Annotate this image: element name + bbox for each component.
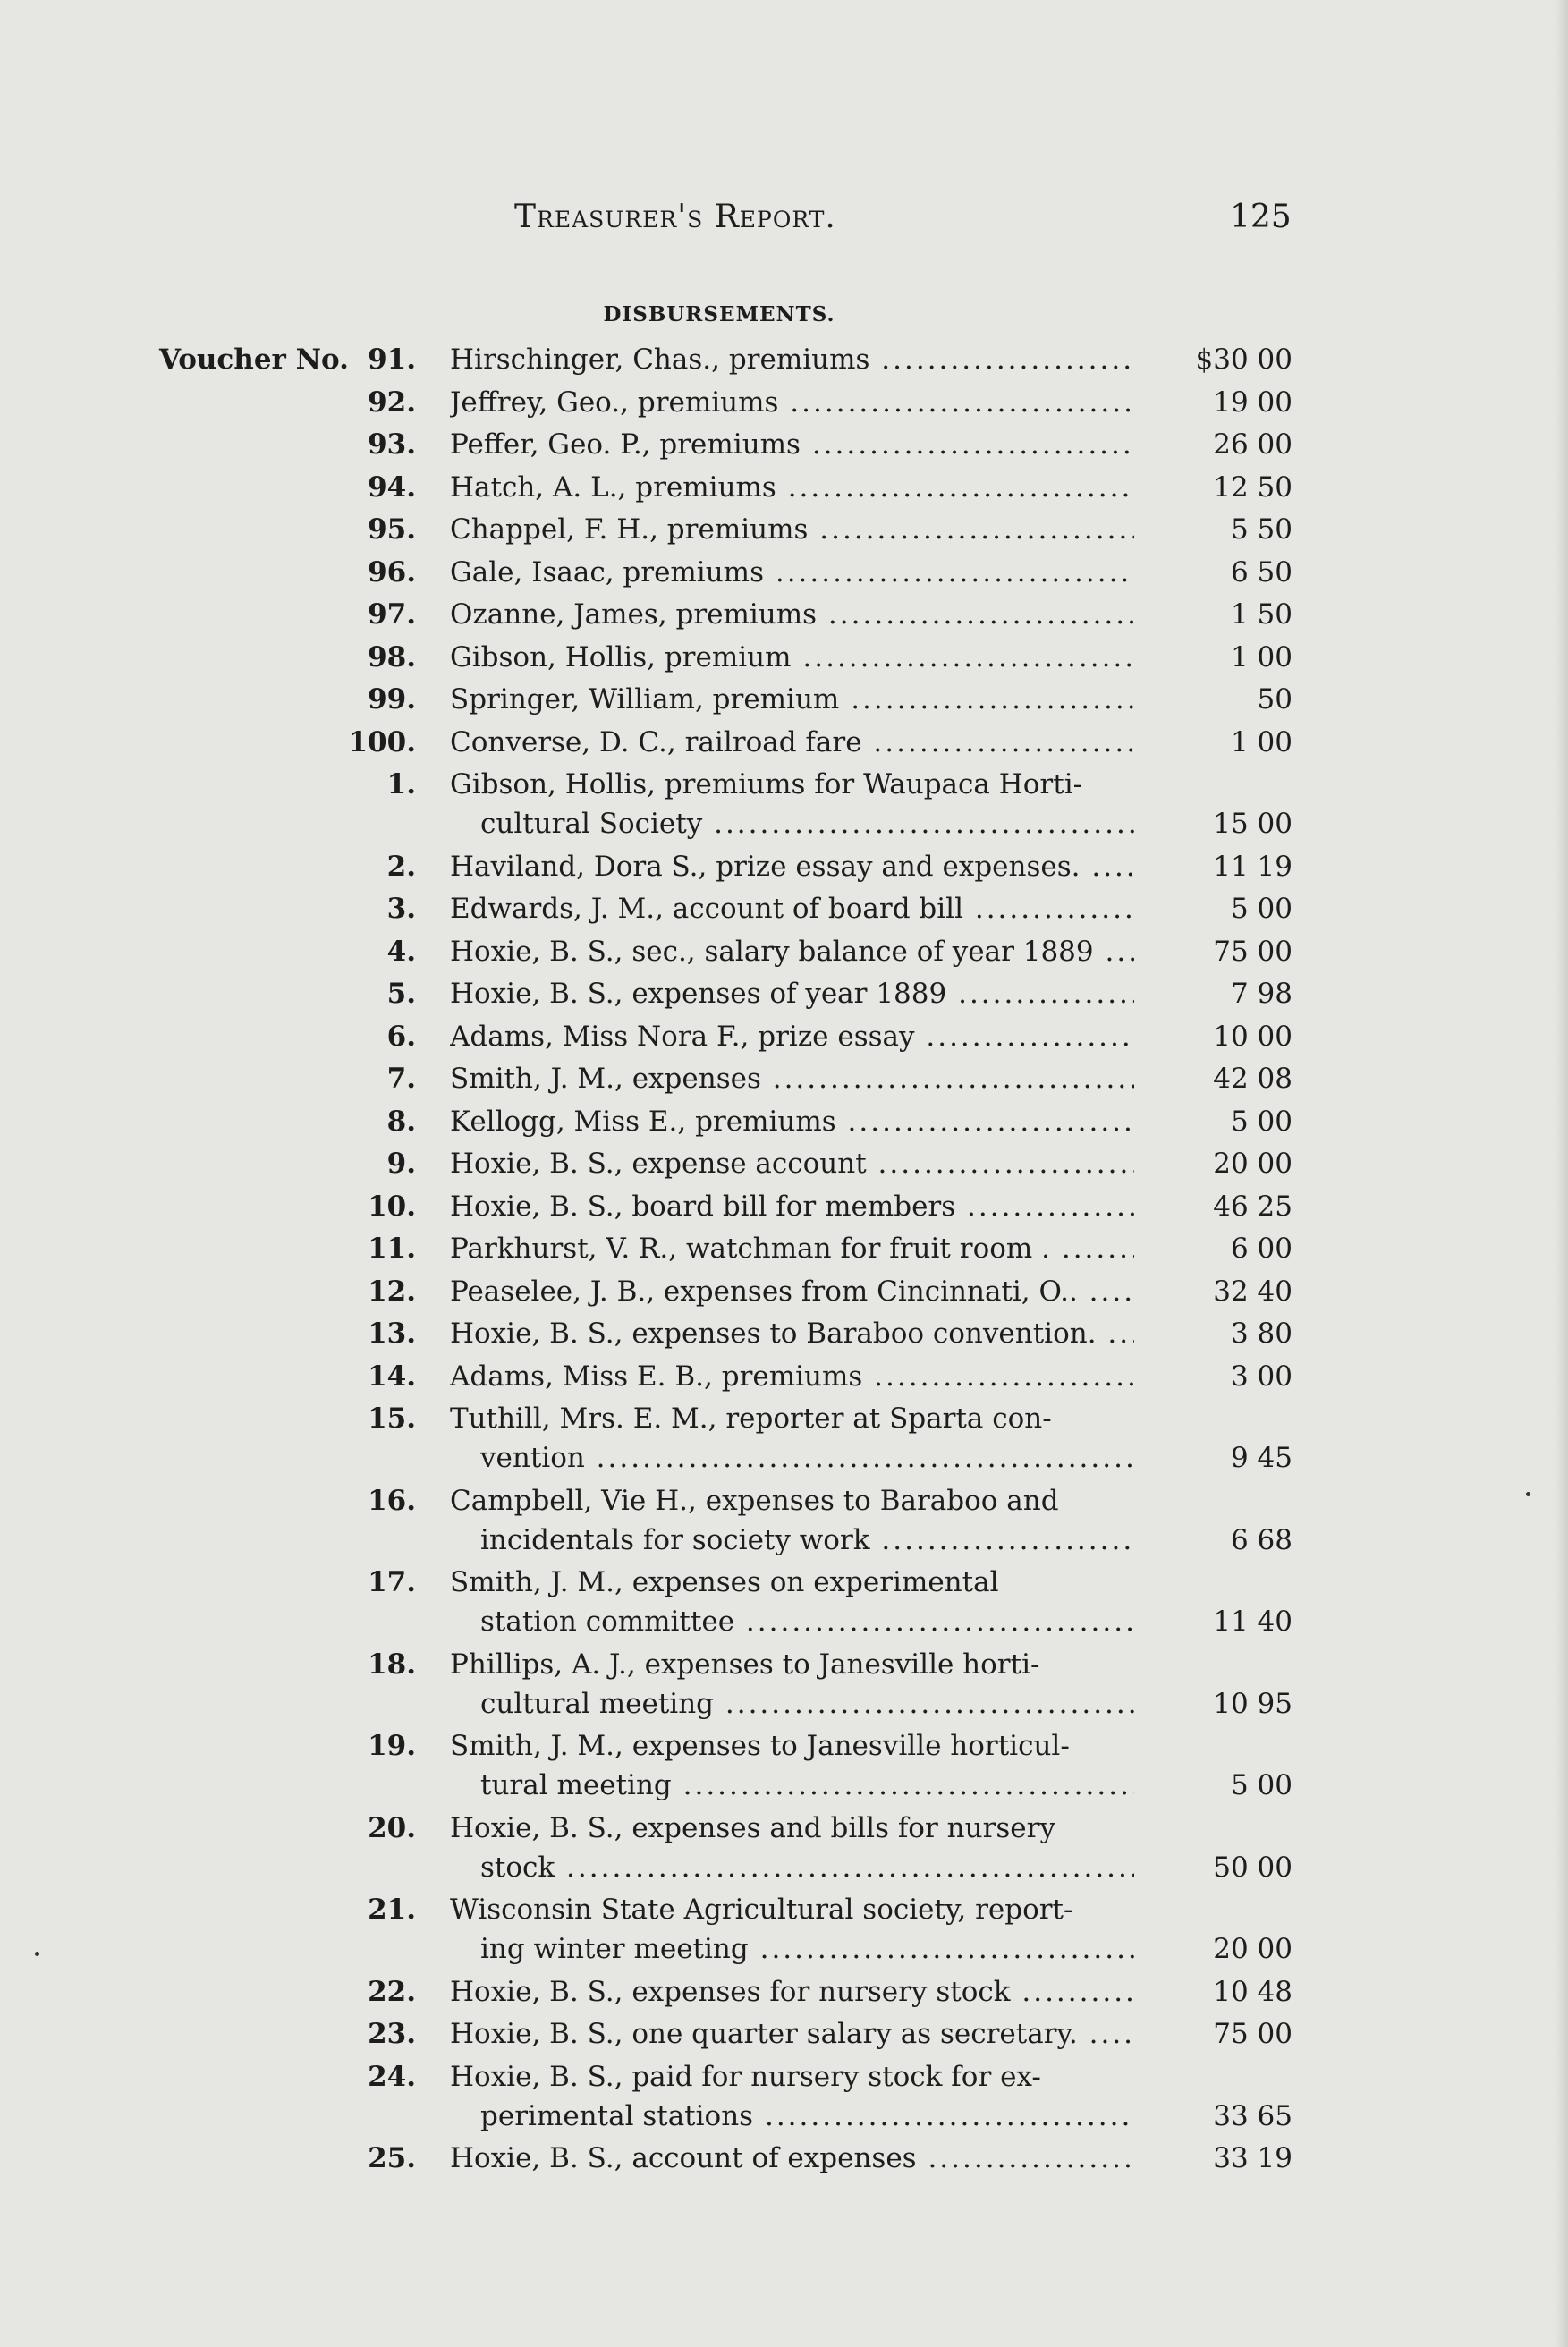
- ledger-entry: [0, 680, 1568, 719]
- voucher-number: 7.: [386, 1063, 416, 1095]
- entry-amount: 75 00: [1213, 935, 1293, 968]
- ledger-entry: [0, 1357, 1568, 1396]
- ledger-entry: [0, 425, 1568, 464]
- entry-amount: 26 00: [1213, 428, 1293, 461]
- description-line: station committee .....: [450, 1602, 1134, 1641]
- entry-description: [450, 889, 1134, 928]
- ledger-entry: [0, 1399, 1568, 1478]
- voucher-number: 13.: [368, 1318, 416, 1350]
- entry-amount: 6 50: [1230, 555, 1293, 589]
- voucher-number: 5.: [386, 978, 416, 1010]
- description-line: Hoxie, B. S., one quarter salary as secretary. .....: [450, 2014, 1134, 2054]
- description-line: Gale, Isaac, premiums .....: [450, 553, 1134, 592]
- description-line: Adams, Miss E. B., premiums .....: [450, 1357, 1134, 1396]
- voucher-number: 4.: [386, 935, 416, 968]
- entry-amount: 5 00: [1230, 893, 1293, 925]
- ledger-entry: [0, 1481, 1568, 1560]
- ledger-entry: [0, 1890, 1568, 1969]
- entry-amount: 75 00: [1213, 2018, 1293, 2050]
- description-line: stock .....: [450, 1848, 1134, 1887]
- ledger-entry: [0, 2139, 1568, 2178]
- entry-description: [450, 553, 1134, 592]
- entry-description: [450, 1017, 1134, 1056]
- entry-description: [450, 1272, 1134, 1311]
- voucher-number: 3.: [386, 893, 416, 925]
- voucher-number: 23.: [368, 2018, 416, 2050]
- running-title: Treasurer's Report.: [514, 199, 836, 235]
- entry-description: [450, 723, 1134, 762]
- entry-amount: 33 19: [1213, 2142, 1293, 2174]
- entry-description: [450, 2014, 1134, 2054]
- page-header: [0, 199, 1568, 243]
- voucher-number: 11.: [368, 1233, 416, 1265]
- voucher-number: 25.: [368, 2142, 416, 2174]
- description-line: Hoxie, B. S., expenses to Baraboo convention. .....: [450, 1314, 1134, 1353]
- entry-description: [450, 847, 1134, 886]
- ledger-entry: [0, 889, 1568, 928]
- description-line: incidentals for society work .....: [450, 1521, 1134, 1560]
- voucher-number: 17.: [368, 1566, 416, 1598]
- description-line: Campbell, Vie H., expenses to Baraboo and: [450, 1484, 1059, 1517]
- entry-amount: 10 00: [1213, 1020, 1293, 1053]
- description-line: Gibson, Hollis, premiums for Waupaca Horti-: [450, 768, 1083, 801]
- entry-description: [450, 680, 1134, 719]
- voucher-number: 22.: [368, 1975, 416, 2008]
- voucher-number: 97.: [368, 598, 416, 631]
- description-line: Chappel, F. H., premiums .....: [450, 510, 1134, 549]
- entry-description: [450, 340, 1134, 379]
- entry-description: [450, 765, 1134, 843]
- entry-description: [450, 638, 1134, 677]
- entry-description: [450, 2139, 1134, 2178]
- description-line: Hoxie, B. S., expenses of year 1889 .....: [450, 974, 1134, 1013]
- ledger-entry: [0, 1272, 1568, 1311]
- entry-amount: 12 50: [1213, 470, 1293, 504]
- entry-description: [450, 425, 1134, 464]
- ledger-entry: [0, 1229, 1568, 1268]
- voucher-number: 24.: [368, 2060, 416, 2093]
- description-line: Hatch, A. L., premiums .....: [450, 468, 1134, 507]
- ledger-entry: [0, 847, 1568, 886]
- voucher-number: 96.: [368, 555, 416, 589]
- entry-description: [450, 1187, 1134, 1226]
- description-line: Haviland, Dora S., prize essay and expenses. .....: [450, 847, 1134, 886]
- ledger-entry: [0, 1972, 1568, 2012]
- description-line: Springer, William, premium .....: [450, 680, 1134, 719]
- voucher-number: 15.: [368, 1402, 416, 1435]
- ledger-entry: [0, 1017, 1568, 1056]
- ledger-entry: [0, 723, 1568, 762]
- page-number: 125: [1230, 199, 1292, 235]
- ledger-entry: [0, 974, 1568, 1013]
- entry-description: [450, 1314, 1134, 1353]
- voucher-number: 18.: [368, 1648, 416, 1681]
- entry-amount: 42 08: [1213, 1063, 1293, 1095]
- entry-amount: $30 00: [1195, 343, 1293, 376]
- description-line: Peffer, Geo. P., premiums .....: [450, 425, 1134, 464]
- description-line: Hoxie, B. S., paid for nursery stock for ex-: [450, 2060, 1041, 2093]
- entry-amount: 5 00: [1230, 1105, 1293, 1138]
- voucher-number: 8.: [386, 1105, 416, 1138]
- entry-amount: 11 19: [1213, 850, 1293, 883]
- ledger-entry: [0, 2057, 1568, 2136]
- description-line: Phillips, A. J., expenses to Janesville horti-: [450, 1648, 1040, 1681]
- description-line: Adams, Miss Nora F., prize essay .....: [450, 1017, 1134, 1056]
- entry-amount: 10 48: [1213, 1975, 1293, 2008]
- entry-description: [450, 1890, 1134, 1969]
- entry-amount: 7 98: [1230, 978, 1293, 1010]
- ledger-entry: [0, 553, 1568, 592]
- entry-description: [450, 1357, 1134, 1396]
- ledger-entry: [0, 1144, 1568, 1183]
- description-line: Jeffrey, Geo., premiums .....: [450, 383, 1134, 422]
- entry-amount: 50 00: [1213, 1851, 1293, 1884]
- ledger-entry: [0, 595, 1568, 634]
- description-line: tural meeting .....: [450, 1766, 1134, 1805]
- entry-description: [450, 1481, 1134, 1560]
- voucher-number: 1.: [386, 768, 416, 801]
- entry-description: [450, 595, 1134, 634]
- entry-description: [450, 1645, 1134, 1724]
- voucher-number: 92.: [368, 386, 416, 419]
- description-line: Smith, J. M., expenses .....: [450, 1059, 1134, 1098]
- voucher-number: 6.: [386, 1020, 416, 1053]
- entry-description: [450, 1059, 1134, 1098]
- ledger-entry: [0, 1726, 1568, 1805]
- ledger-entry: [0, 1563, 1568, 1641]
- description-line: cultural meeting .....: [450, 1684, 1134, 1724]
- entry-description: [450, 1229, 1134, 1268]
- description-line: cultural Society .....: [450, 804, 1134, 843]
- entry-description: [450, 1102, 1134, 1141]
- ledger-entry: [0, 468, 1568, 507]
- ledger-entry: [0, 638, 1568, 677]
- description-line: Smith, J. M., expenses to Janesville horticul-: [450, 1730, 1070, 1762]
- voucher-number: 99.: [368, 683, 416, 716]
- description-line: Kellogg, Miss E., premiums .....: [450, 1102, 1134, 1141]
- ledger-entry: [0, 2014, 1568, 2054]
- ledger-entry: [0, 1645, 1568, 1724]
- description-line: Ozanne, James, premiums .....: [450, 595, 1134, 634]
- ledger-entry: [0, 510, 1568, 549]
- voucher-number: 16.: [368, 1484, 416, 1517]
- voucher-number: 94.: [368, 470, 416, 504]
- entry-description: [450, 510, 1134, 549]
- voucher-number: 95.: [368, 513, 416, 546]
- ledger-entry: [0, 1059, 1568, 1098]
- voucher-number: 98.: [368, 640, 416, 674]
- entry-amount: 20 00: [1213, 1148, 1293, 1180]
- disbursements-ledger: [0, 340, 1568, 2182]
- entry-description: [450, 468, 1134, 507]
- voucher-number: 93.: [368, 428, 416, 461]
- entry-amount: 50: [1257, 683, 1293, 716]
- entry-description: [450, 383, 1134, 422]
- entry-amount: 3 00: [1230, 1360, 1293, 1393]
- ledger-entry: [0, 765, 1568, 843]
- description-line: Tuthill, Mrs. E. M., reporter at Sparta con-: [450, 1402, 1052, 1435]
- voucher-label: Voucher No.: [159, 343, 349, 376]
- description-line: Hoxie, B. S., expenses for nursery stock .....: [450, 1972, 1134, 2012]
- description-line: Peaselee, J. B., expenses from Cincinnati, O.. .....: [450, 1272, 1134, 1311]
- ledger-entry: [0, 1809, 1568, 1887]
- description-line: Hirschinger, Chas., premiums .....: [450, 340, 1134, 379]
- description-line: Hoxie, B. S., sec., salary balance of year 1889 .....: [450, 932, 1134, 971]
- description-line: Hoxie, B. S., board bill for members .....: [450, 1187, 1134, 1226]
- entry-description: [450, 1726, 1134, 1805]
- entry-amount: 33 65: [1213, 2099, 1293, 2132]
- entry-amount: 11 40: [1213, 1606, 1293, 1638]
- voucher-number: 14.: [368, 1360, 416, 1393]
- voucher-number: 91.: [368, 343, 416, 376]
- description-line: Converse, D. C., railroad fare .....: [450, 723, 1134, 762]
- entry-description: [450, 1144, 1134, 1183]
- voucher-number: 21.: [368, 1894, 416, 1926]
- ledger-entry: [0, 383, 1568, 422]
- entry-amount: 6 00: [1230, 1233, 1293, 1265]
- description-line: Wisconsin State Agricultural society, report-: [450, 1894, 1073, 1926]
- entry-amount: 10 95: [1213, 1687, 1293, 1720]
- description-line: Parkhurst, V. R., watchman for fruit room . .....: [450, 1229, 1134, 1268]
- ledger-entry: [0, 340, 1568, 379]
- entry-amount: 46 25: [1213, 1190, 1293, 1223]
- description-line: Smith, J. M., expenses on experimental: [450, 1566, 999, 1598]
- entry-amount: 1 50: [1230, 598, 1293, 631]
- description-line: vention .....: [450, 1438, 1134, 1478]
- description-line: Hoxie, B. S., expenses and bills for nursery: [450, 1811, 1055, 1844]
- voucher-number: 19.: [368, 1730, 416, 1762]
- entry-amount: 9 45: [1230, 1442, 1293, 1474]
- voucher-number: 100.: [348, 725, 416, 758]
- entry-amount: 5 00: [1230, 1769, 1293, 1801]
- entry-amount: 6 68: [1230, 1523, 1293, 1556]
- entry-description: [450, 1563, 1134, 1641]
- entry-description: [450, 1809, 1134, 1887]
- ledger-entry: [0, 1314, 1568, 1353]
- voucher-number: 20.: [368, 1811, 416, 1844]
- ledger-entry: [0, 932, 1568, 971]
- voucher-number: 12.: [368, 1275, 416, 1308]
- section-heading: DISBURSEMENTS.: [603, 302, 835, 326]
- description-line: Hoxie, B. S., account of expenses .....: [450, 2139, 1134, 2178]
- voucher-number: 2.: [386, 850, 416, 883]
- voucher-number: 9.: [386, 1148, 416, 1180]
- entry-amount: 19 00: [1213, 386, 1293, 419]
- description-line: Edwards, J. M., account of board bill .....: [450, 889, 1134, 928]
- description-line: ing winter meeting .....: [450, 1929, 1134, 1969]
- entry-amount: 15 00: [1213, 808, 1293, 840]
- description-line: Gibson, Hollis, premium .....: [450, 638, 1134, 677]
- description-line: perimental stations .....: [450, 2097, 1134, 2136]
- entry-description: [450, 1399, 1134, 1478]
- entry-description: [450, 974, 1134, 1013]
- ledger-entry: [0, 1187, 1568, 1226]
- entry-description: [450, 932, 1134, 971]
- entry-description: [450, 1972, 1134, 2012]
- entry-amount: 1 00: [1230, 725, 1293, 758]
- voucher-number: 10.: [368, 1190, 416, 1223]
- entry-description: [450, 2057, 1134, 2136]
- ledger-entry: [0, 1102, 1568, 1141]
- entry-amount: 1 00: [1230, 640, 1293, 674]
- entry-amount: 3 80: [1230, 1318, 1293, 1350]
- description-line: Hoxie, B. S., expense account .....: [450, 1144, 1134, 1183]
- entry-amount: 20 00: [1213, 1933, 1293, 1965]
- entry-amount: 5 50: [1230, 513, 1293, 546]
- entry-amount: 32 40: [1213, 1275, 1293, 1308]
